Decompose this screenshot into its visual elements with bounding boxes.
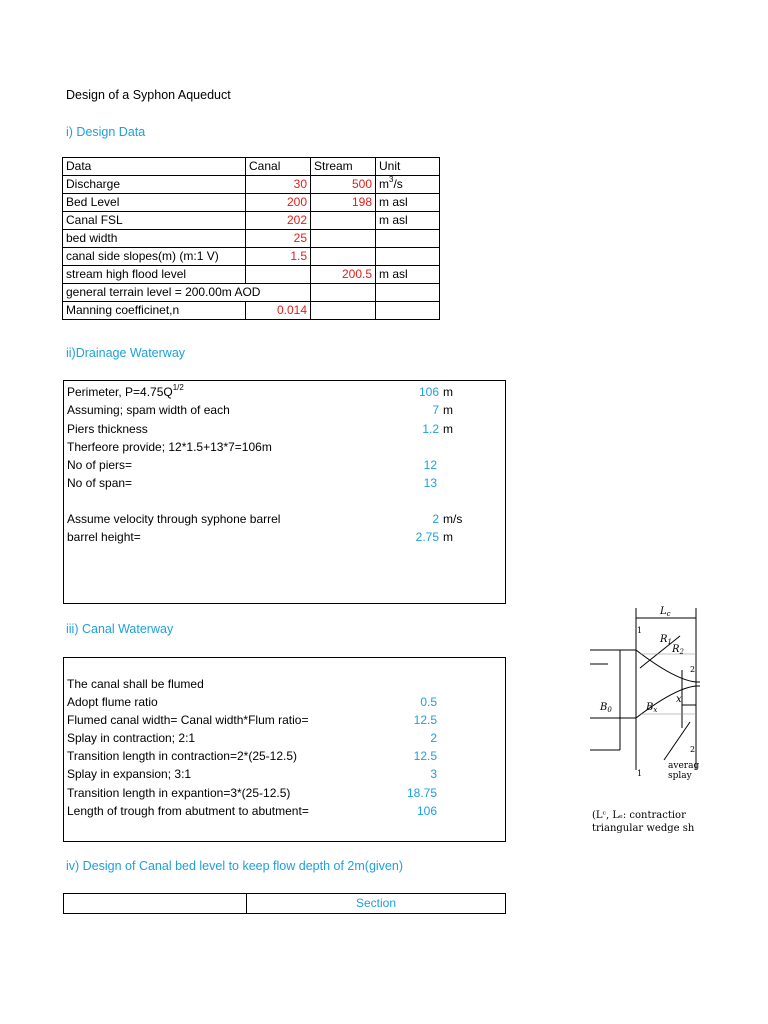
unit-value: m asl bbox=[376, 194, 440, 212]
transition-contraction-value: 12.5 bbox=[413, 749, 437, 763]
table-row bbox=[63, 302, 440, 320]
b0-label: $B_0$ bbox=[600, 702, 612, 714]
table-row bbox=[63, 266, 440, 284]
splay-contraction-value: 2 bbox=[430, 731, 437, 745]
unit-value bbox=[376, 176, 440, 194]
stream-value bbox=[311, 248, 376, 266]
unit-value: m asl bbox=[376, 266, 440, 284]
span-unit: m bbox=[443, 403, 453, 417]
section-drainage: ii)Drainage Waterway bbox=[66, 346, 186, 360]
section-bed-level: iv) Design of Canal bed level to keep flow depth of 2m(given) bbox=[66, 859, 403, 873]
section-canal-waterway: iii) Canal Waterway bbox=[66, 622, 174, 636]
bx-label: $B_x$ bbox=[646, 702, 658, 714]
table-row bbox=[63, 284, 440, 302]
average-label: averag bbox=[668, 761, 700, 771]
velocity-value: 2 bbox=[432, 512, 439, 526]
header-unit: Unit bbox=[376, 158, 440, 176]
table-row bbox=[63, 230, 440, 248]
height-label: barrel height= bbox=[67, 530, 141, 544]
drainage-box bbox=[63, 380, 506, 604]
unit-value bbox=[376, 302, 440, 320]
height-unit: m bbox=[443, 530, 453, 544]
canal-box bbox=[63, 657, 506, 842]
transition-diagram bbox=[580, 600, 768, 840]
piers-unit: m bbox=[443, 422, 453, 436]
section-2-bottom: 2 bbox=[690, 745, 696, 754]
splay-contraction-label: Splay in contraction; 2:1 bbox=[67, 731, 196, 745]
table-row bbox=[63, 212, 440, 230]
section-1-bottom: 1 bbox=[637, 769, 643, 778]
row-label: Bed Level bbox=[63, 194, 246, 212]
canal-value: 25 bbox=[246, 230, 311, 248]
canal-value: 0.014 bbox=[246, 302, 311, 320]
piers-value: 1.2 bbox=[422, 422, 439, 436]
stream-value bbox=[311, 284, 376, 302]
no-piers-value: 12 bbox=[423, 458, 437, 472]
header-data: Data bbox=[63, 158, 246, 176]
transition-expansion-label: Transition length in expantion=3*(25-12.5) bbox=[67, 786, 291, 800]
row-label: Canal FSL bbox=[63, 212, 246, 230]
perimeter-value: 106 bbox=[418, 385, 439, 399]
table-header-row bbox=[63, 158, 440, 176]
section-1-top: 1 bbox=[637, 626, 643, 635]
caption-line-1: (Lᶜ, Lₑ: contractior bbox=[592, 810, 686, 821]
lc-label: $L_c$ bbox=[660, 606, 671, 618]
row-label: stream high flood level bbox=[63, 266, 246, 284]
no-span-value: 13 bbox=[423, 476, 437, 490]
row-label: bed width bbox=[63, 230, 246, 248]
no-piers-label: No of piers= bbox=[67, 458, 133, 472]
unit-value bbox=[376, 230, 440, 248]
width-value: 12.5 bbox=[413, 713, 437, 727]
stream-value bbox=[311, 212, 376, 230]
section-design-data: i) Design Data bbox=[66, 125, 146, 139]
stream-value: 500 bbox=[311, 176, 376, 194]
table-row bbox=[63, 194, 440, 212]
canal-value: 30 bbox=[246, 176, 311, 194]
canal-value bbox=[246, 266, 311, 284]
unit-value: m asl bbox=[376, 212, 440, 230]
velocity-unit: m/s bbox=[443, 512, 463, 526]
perimeter-exponent: 1/2 bbox=[172, 383, 184, 392]
row-label: general terrain level = 200.00m AOD bbox=[63, 284, 311, 302]
provide-label: Therfeore provide; 12*1.5+13*7=106m bbox=[67, 440, 272, 454]
row-label: Discharge bbox=[63, 176, 246, 194]
row-label: Manning coefficinet,n bbox=[63, 302, 246, 320]
piers-label: Piers thickness bbox=[67, 422, 148, 436]
perimeter-unit: m bbox=[443, 385, 453, 399]
stream-value: 198 bbox=[311, 194, 376, 212]
trough-value: 106 bbox=[416, 804, 437, 818]
no-span-label: No of span= bbox=[67, 476, 133, 490]
caption-line-2: triangular wedge sh bbox=[592, 823, 695, 834]
transition-expansion-value: 18.75 bbox=[406, 786, 437, 800]
section-2-top: 2 bbox=[690, 665, 696, 674]
ratio-label: Adopt flume ratio bbox=[67, 695, 158, 709]
splay-expansion-label: Splay in expansion; 3:1 bbox=[67, 767, 192, 781]
header-canal: Canal bbox=[246, 158, 311, 176]
stream-value bbox=[311, 230, 376, 248]
canal-value: 200 bbox=[246, 194, 311, 212]
span-value: 7 bbox=[432, 403, 439, 417]
width-label: Flumed canal width= Canal width*Flum ratio= bbox=[67, 713, 309, 727]
r1-label: $R_1$ bbox=[660, 634, 672, 646]
perimeter-text: Perimeter, P=4.75Q bbox=[67, 385, 173, 399]
row-label: canal side slopes(m) (m:1 V) bbox=[63, 248, 246, 266]
perimeter-label bbox=[67, 383, 184, 401]
flumed-label: The canal shall be flumed bbox=[67, 677, 204, 691]
trough-label: Length of trough from abutment to abutment= bbox=[67, 804, 309, 818]
stream-value: 200.5 bbox=[311, 266, 376, 284]
unit-value bbox=[376, 248, 440, 266]
unit-superscript: 3 bbox=[389, 175, 394, 184]
header-stream: Stream bbox=[311, 158, 376, 176]
ratio-value: 0.5 bbox=[420, 695, 437, 709]
x-label: x bbox=[676, 694, 682, 705]
design-data-table bbox=[62, 157, 440, 320]
unit-value bbox=[376, 284, 440, 302]
r2-label: $R_2$ bbox=[672, 644, 684, 656]
splay-expansion-value: 3 bbox=[430, 767, 437, 781]
section-header: Section bbox=[355, 896, 397, 910]
transition-figure bbox=[580, 600, 768, 840]
stream-value bbox=[311, 302, 376, 320]
page-title: Design of a Syphon Aqueduct bbox=[66, 88, 231, 102]
canal-value: 1.5 bbox=[246, 248, 311, 266]
splay-label: splay bbox=[668, 771, 692, 781]
velocity-label: Assume velocity through syphone barrel bbox=[67, 512, 281, 526]
canal-value: 202 bbox=[246, 212, 311, 230]
span-label: Assuming; spam width of each bbox=[67, 403, 230, 417]
table-row bbox=[63, 248, 440, 266]
table-row bbox=[63, 176, 440, 194]
bed-level-table bbox=[63, 893, 506, 914]
transition-contraction-label: Transition length in contraction=2*(25-12.5) bbox=[67, 749, 298, 763]
height-value: 2.75 bbox=[415, 530, 439, 544]
unit-tail: /s bbox=[393, 177, 403, 191]
unit-base: m bbox=[379, 177, 389, 191]
